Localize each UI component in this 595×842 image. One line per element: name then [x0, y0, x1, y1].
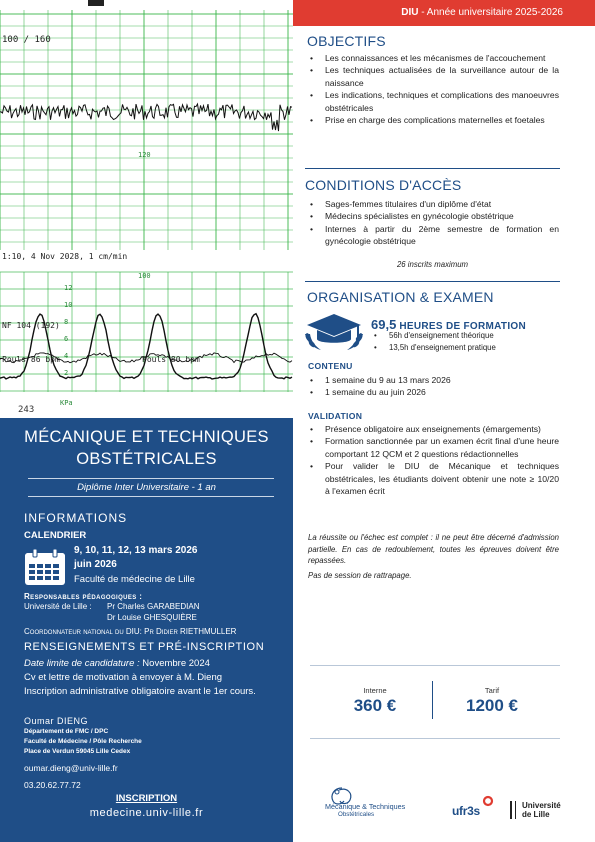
validation-heading: VALIDATION [308, 411, 363, 421]
price-separator [432, 681, 433, 719]
hours-label: HEURES DE FORMATION [396, 321, 527, 332]
ctg-side-label: NF 104 (192) [2, 321, 60, 330]
contact-email[interactable]: oumar.dieng@univ-lille.fr [24, 763, 118, 773]
responsable-name: Dr Louise GHESQUIÈRE [107, 613, 197, 622]
ctg-tick: 12 [64, 284, 73, 292]
ctg-tick: 8 [64, 318, 69, 326]
ctg-clip-mark [88, 0, 104, 6]
responsables-heading: Responsables pédagogiques : [24, 592, 143, 601]
univ-lille-line1: Université [522, 801, 561, 810]
ctg-tick: 2 [64, 369, 69, 377]
divider [28, 496, 274, 497]
ctg-trace-image [0, 0, 293, 418]
divider [305, 168, 560, 169]
list-item: • Prise en charge des complications maternelles et foetales [308, 114, 559, 126]
course-title [0, 426, 293, 470]
list-item: • Présence obligatoire aux enseignements (émargements) [308, 423, 559, 435]
ctg-graph [0, 0, 293, 418]
informations-heading: INFORMATIONS [24, 511, 128, 525]
info-panel [0, 418, 293, 842]
ctg-scale-label-2: 100 [138, 272, 151, 280]
course-title-line: OBSTÉTRICALES [76, 450, 217, 468]
coordinateur: Coordonnateur national du DIU: Pr Didier RIETHMULLER [24, 627, 237, 636]
list-item: • Pour valider le DIU de Mécanique et techniques obstétricales, les étudiants doivent obtenir une note ≥ 10/20 à l'examen écrit [308, 460, 559, 497]
academic-year: - Année universitaire 2025-2026 [418, 7, 563, 18]
hours-breakdown [372, 330, 562, 354]
divider [310, 665, 560, 666]
contenu-list [308, 374, 559, 399]
ctg-scale-label: 120 [138, 151, 151, 159]
contact-line: Faculté de Médecine / Pôle Recherche [24, 738, 142, 745]
inscription-instructions: Inscription administrative obligatoire avant le 1er cours. [24, 686, 256, 697]
ctg-tick: 10 [64, 301, 73, 309]
list-item: • 13,5h d'enseignement pratique [372, 342, 562, 354]
validation-list [308, 423, 559, 497]
date-limite-value: Novembre 2024 [139, 658, 210, 669]
hours-value: 69,5 [371, 317, 397, 332]
divider [310, 738, 560, 739]
calendrier-heading: CALENDRIER [24, 530, 87, 541]
list-item: • Formation sanctionnée par un examen écrit final d'une heure comportant 12 QCM et 2 questions rédactionnelles [308, 435, 559, 460]
header-bar [293, 0, 595, 26]
interne-price: 360 € [353, 696, 397, 715]
list-item: • Médecins spécialistes en gynécologie obstétrique [308, 210, 559, 222]
ctg-left-ticks [64, 284, 72, 377]
ufr3s-logo [452, 795, 480, 818]
list-item: • 1 semaine du 9 au 13 mars 2026 [308, 374, 559, 386]
univ-lille-mark [510, 801, 512, 819]
contact-line: Département de FMC / DPC [24, 728, 109, 735]
course-title-line: MÉCANIQUE ET TECHNIQUES [24, 428, 269, 446]
diploma-subtitle: Diplôme Inter Universitaire - 1 an [77, 482, 216, 493]
divider [305, 281, 560, 282]
mto-logo-line1: Mécanique & Techniques [325, 802, 406, 811]
mto-logo [320, 783, 440, 823]
objectifs-heading: OBJECTIFS [307, 33, 386, 49]
interne-label: Interne [363, 686, 387, 695]
conditions-heading: CONDITIONS D'ACCÈS [305, 177, 462, 193]
rattrapage-note: Pas de session de rattrapage. [308, 571, 412, 580]
graduation-cap-icon [301, 312, 367, 354]
list-item: • 56h d'enseignement théorique [372, 330, 562, 342]
list-item: • 1 semaine du au juin 2026 [308, 386, 559, 398]
ctg-side-label: Pouls 86 bpm [2, 355, 60, 364]
ctg-tick: 6 [64, 335, 69, 343]
renseignements-heading: RENSEIGNEMENTS ET PRÉ-INSCRIPTION [24, 641, 265, 653]
organisation-heading: ORGANISATION & EXAMEN [307, 289, 494, 305]
cv-instructions: Cv et lettre de motivation à envoyer à M. Dieng [24, 672, 223, 683]
univ-lille-mark [515, 801, 516, 819]
date-limite-label: Date limite de candidature : [24, 658, 140, 669]
diu-label: DIU [401, 7, 419, 18]
responsables-university: Université de Lille : [24, 602, 92, 611]
contact-line: Place de Verdun 59045 Lille Cedex [24, 748, 131, 755]
ufr3s-logo-text: ufr3s [452, 804, 480, 818]
fetal-heart-rate-trace [0, 104, 292, 131]
responsable-name: Pr Charles GARABEDIAN [107, 602, 200, 611]
ctg-scale-top: 100 / 160 [2, 35, 51, 45]
ctg-side-label: Pouls 80 bpm [142, 355, 200, 364]
contact-name: Oumar DIENG [24, 716, 89, 726]
calendar-icon [24, 548, 66, 586]
univ-lille-line2: de Lille [522, 810, 550, 819]
contact-phone[interactable]: 03.20.62.77.72 [24, 780, 81, 790]
ctg-tick: 4 [64, 352, 69, 360]
inscription-link[interactable]: medecine.univ-lille.fr [89, 807, 204, 819]
max-inscrits: 26 inscrits maximum [396, 260, 469, 269]
divider [28, 478, 274, 479]
tarif-price: 1200 € [466, 696, 518, 715]
mto-logo-line2: Obstétricales [338, 811, 375, 818]
dates-june: juin 2026 [74, 559, 117, 570]
location: Faculté de médecine de Lille [74, 574, 195, 585]
list-item: • Les indications, techniques et complications des manoeuvres obstétricales [308, 89, 559, 114]
objectifs-list [308, 52, 559, 126]
list-item: • Sages-femmes titulaires d'un diplôme d'état [308, 198, 559, 210]
ctg-info-line: 1:10, 4 Nov 2028, 1 cm/min [2, 252, 128, 261]
reussite-note: La réussite ou l'échec est complet : il ne peut être décerné d'admission partielle. En cas de redoublement, toutes les épreuves doivent être repassées. [308, 533, 559, 565]
date-limite [24, 658, 286, 670]
tarif-label: Tarif [484, 686, 500, 695]
list-item: • Internes à partir du 2ème semestre de formation en gynécologie obstétrique [308, 223, 559, 248]
ctg-kpa-label: KPa [60, 399, 73, 407]
list-item: • Les techniques actualisées de la surveillance autour de la naissance [308, 64, 559, 89]
inscription-heading: INSCRIPTION [115, 793, 178, 804]
list-item: • Les connaissances et les mécanismes de l'accouchement [308, 52, 559, 64]
conditions-list [308, 198, 559, 248]
ctg-page-number: 243 [18, 405, 35, 415]
dates-march: 9, 10, 11, 12, 13 mars 2026 [74, 545, 198, 556]
contenu-heading: CONTENU [308, 361, 353, 371]
